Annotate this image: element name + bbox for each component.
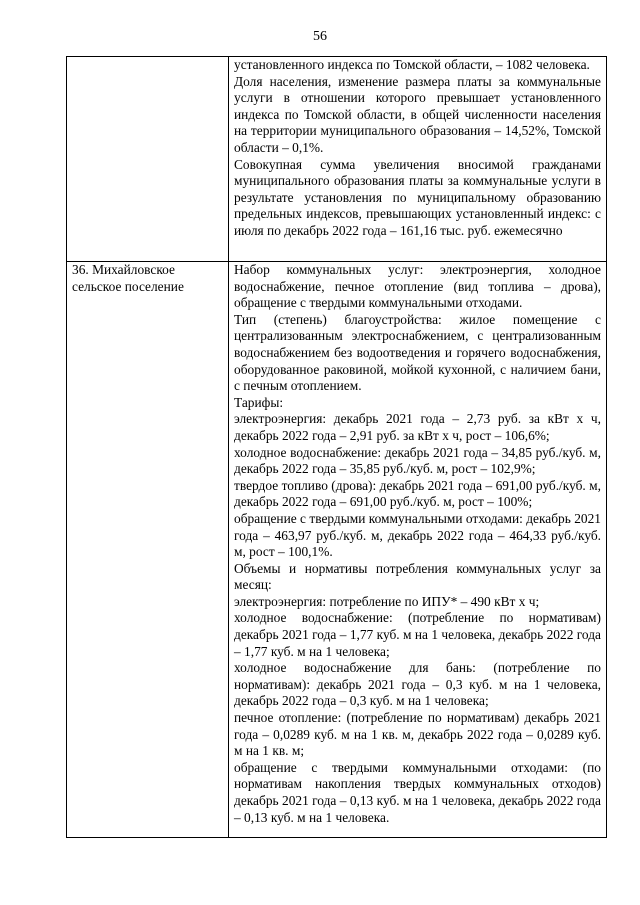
paragraph: холодное водоснабжение: (потребление по нормативам) декабрь 2021 года – 1,77 куб. м на 1 человека, декабрь 2022 года – 1,77 куб. м на 1 человека; — [234, 610, 601, 659]
details-cell — [229, 57, 607, 262]
page-number: 56 — [313, 29, 327, 44]
paragraph: твердое топливо (дрова): декабрь 2021 года – 691,00 руб./куб. м, декабрь 2022 года – 691,00 руб./куб. м, рост – 100%; — [234, 477, 601, 510]
details-cell — [229, 262, 607, 838]
municipality-cell: 36. Михайловское сельское поселение — [67, 262, 229, 838]
paragraph: печное отопление: (потребление по нормативам) декабрь 2021 года – 0,0289 куб. м на 1 кв. м, декабрь 2022 года – 0,0289 куб. м на 1 кв. м; — [234, 710, 601, 759]
paragraph: холодное водоснабжение для бань: (потребление по нормативам): декабрь 2021 года – 0,3 куб. м на 1 человека, декабрь 2022 года – 0,3 куб. м на 1 человека; — [234, 660, 601, 709]
table-row — [67, 57, 607, 262]
paragraph: обращение с твердыми коммунальными отходами: декабрь 2021 года – 463,97 руб./куб. м, декабрь 2022 года – 464,33 руб./куб. м, рост – 100,1%. — [234, 510, 601, 560]
paragraph: Объемы и нормативы потребления коммунальных услуг за месяц: — [234, 560, 601, 593]
paragraph: электроэнергия: декабрь 2021 года – 2,73 руб. за кВт х ч, декабрь 2022 года – 2,91 руб. за кВт х ч, рост – 106,6%; — [234, 411, 601, 443]
paragraph: Тарифы: — [234, 394, 284, 410]
paragraph: Тип (степень) благоустройства: жилое помещение с централизованным электроснабжением, с централизованным водоснабжением без водоотведения и горячего водоснабжения, оборудованное раковиной, мойкой кухонной, с наличием бани, с печным отоплением. — [234, 311, 601, 394]
paragraph: Доля населения, изменение размера платы за коммунальные услуги в отношении которого превышает установленного индекса по Томской области, в общей численности населения на территории муниципального образования – 14,52%, Томской области – 0,1%. — [234, 73, 601, 155]
table-row — [67, 262, 607, 838]
paragraph: установленного индекса по Томской области, – 1082 человека. — [234, 57, 590, 72]
paragraph: Набор коммунальных услуг: электроэнергия, холодное водоснабжение, печное отопление (вид топлива – дрова), обращение с твердыми коммунальными отходами. — [234, 262, 601, 311]
paragraph: электроэнергия: потребление по ИПУ* – 490 кВт х ч; — [234, 593, 540, 609]
document-table — [66, 56, 607, 838]
paragraph: обращение с твердыми коммунальными отходами: (по нормативам накопления твердых коммунальных отходов) декабрь 2021 года – 0,13 куб. м на 1 человека, декабрь 2022 года – 0,13 куб. м на 1 человека. — [234, 759, 601, 825]
paragraph: холодное водоснабжение: декабрь 2021 года – 34,85 руб./куб. м, декабрь 2022 года – 35,85 руб./куб. м, рост – 102,9%; — [234, 444, 601, 477]
municipality-cell — [67, 57, 229, 262]
paragraph: Совокупная сумма увеличения вносимой гражданами муниципального образования платы за коммунальные услуги в результате установления по муниципальному образованию предельных индексов, превышающих установленный индекс: с июля по декабрь 2022 года – 161,16 тыс. руб. ежемесячно — [234, 156, 601, 238]
